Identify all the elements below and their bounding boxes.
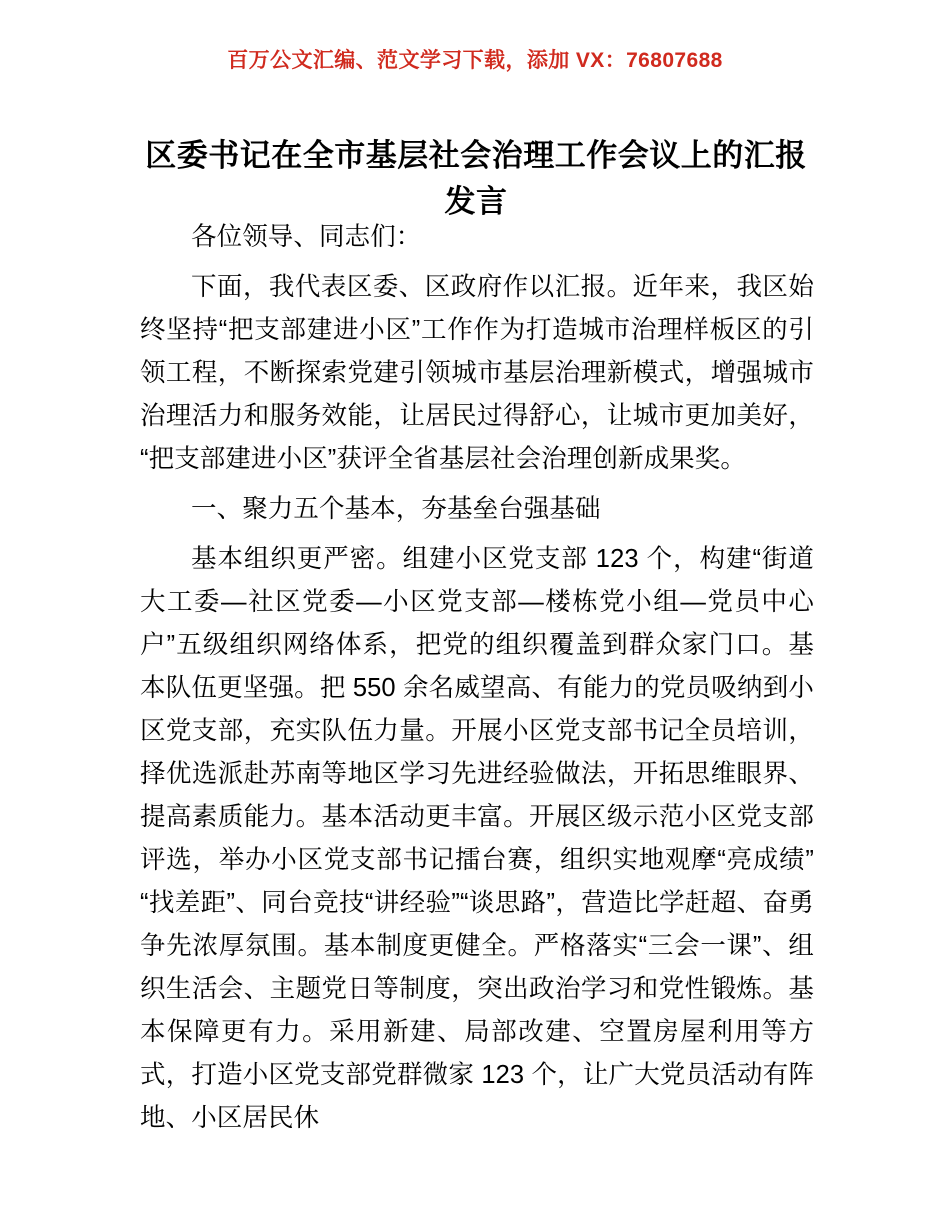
paragraph-opening: 下面，我代表区委、区政府作以汇报。近年来，我区始终坚持“把支部建进小区”工作作为打造城市治理样板区的引领工程，不断探索党建引领城市基层治理新模式，增强城市治理活力和服务效能，让居民过得舒心，让城市更加美好，“把支部建进小区”获评全省基层社会治理创新成果奖。 xyxy=(140,273,814,473)
paragraph-section-1-body: 基本组织更严密。组建小区党支部 123 个，构建“街道大工委—社区党委—小区党支部—楼栋党小组—党员中心户”五级组织网络体系，把党的组织覆盖到群众家门口。基本队伍更坚强。把 550 余名威望高、有能力的党员吸纳到小区党支部，充实队伍力量。开展小区党支部书记全员培训，择优选派赴苏南等地区学习先进经验做法，开拓思维眼界、提高素质能力。基本活动更丰富。开展区级示范小区党支部评选，举办小区党支部书记擂台赛，组织实地观摩“亮成绩”“找差距”、同台竞技“讲经验”“谈思路”，营造比学赶超、奋勇争先浓厚氛围。基本制度更健全。严格落实“三会一课”、组织生活会、主题党日等制度，突出政治学习和党性锻炼。基本保障更有力。采用新建、局部改建、空置房屋利用等方式，打造小区党支部党群微家 123 个，让广大党员活动有阵地、小区居民休 xyxy=(140,545,814,1132)
page-title: 区委书记在全市基层社会治理工作会议上的汇报发言 xyxy=(145,137,807,219)
document-body xyxy=(140,216,814,1140)
promo-header-text: 百万公文汇编、范文学习下载，添加 VX：76807688 xyxy=(227,49,723,72)
salutation: 各位领导、同志们： xyxy=(191,223,422,251)
section-heading-1: 一、聚力五个基本，夯基垒台强基础 xyxy=(191,495,601,523)
